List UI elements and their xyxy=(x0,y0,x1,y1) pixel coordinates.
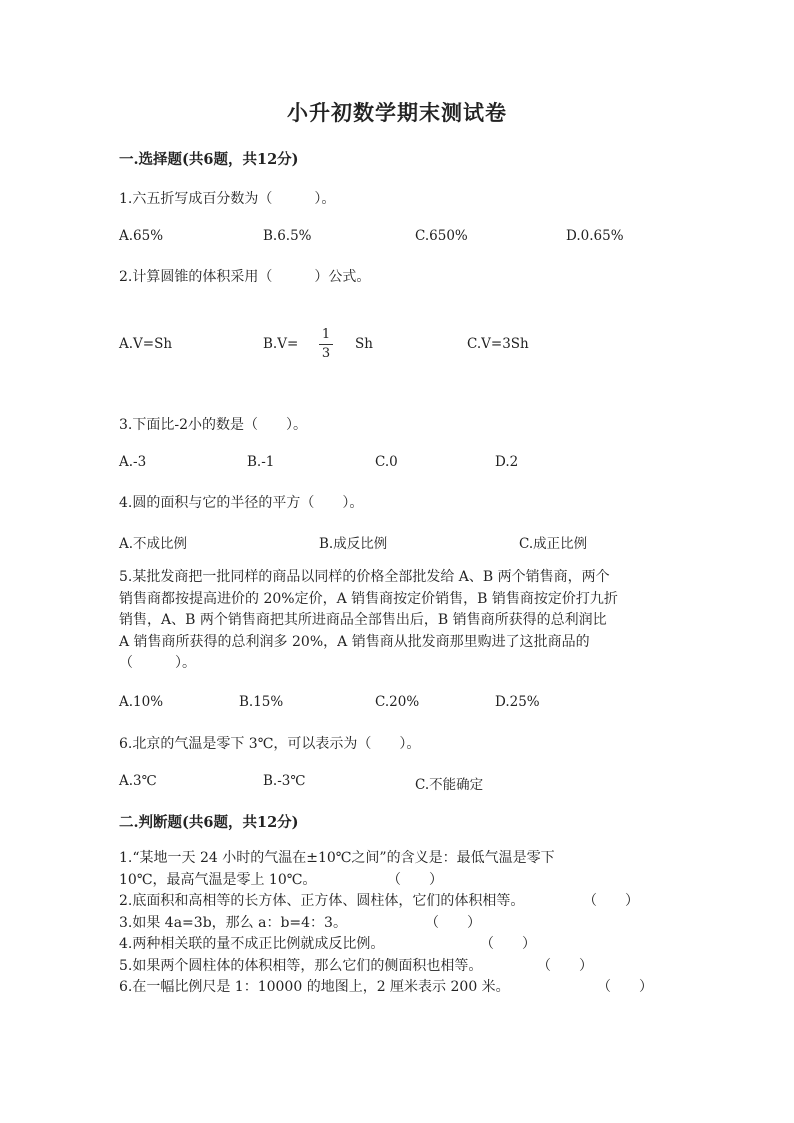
answer-bracket[interactable]: （ ） xyxy=(480,936,536,952)
q3-option-c: C.0 xyxy=(375,454,398,470)
q5-option-d: D.25% xyxy=(495,694,540,710)
question-5-line: A 销售商所获得的总利润多 20%，A 销售商从批发商那里购进了这批商品的 xyxy=(119,633,590,650)
judge-item-1-text: 10℃，最高气温是零上 10℃。 xyxy=(119,871,317,888)
q1-option-a: A.65% xyxy=(119,228,164,244)
q2-option-b-suffix: Sh xyxy=(355,336,373,352)
judge-item-1-line-1: 1.“某地一天 24 小时的气温在±10℃之间”的含义是：最低气温是零下 xyxy=(119,850,555,866)
q4-option-c: C.成正比例 xyxy=(519,536,588,552)
judge-item-6 xyxy=(119,977,699,999)
question-5-line: 销售，A、B 两个销售商把其所进商品全部售出后，B 销售商所获得的总利润比 xyxy=(119,612,607,628)
answer-bracket[interactable]: （ ） xyxy=(583,893,639,909)
question-5-line: 销售商都按提高进价的 20%定价，A 销售商按定价销售，B 销售商按定价打九折 xyxy=(119,590,618,607)
question-2: 2.计算圆锥的体积采用（ ）公式。 xyxy=(119,269,371,285)
fraction-denominator: 3 xyxy=(321,346,331,361)
q1-option-d: D.0.65% xyxy=(566,228,624,244)
judge-item-4-text: 4.两种相关联的量不成正比例就成反比例。 xyxy=(119,936,385,952)
q3-option-a: A.-3 xyxy=(119,454,147,470)
q6-option-c: C.不能确定 xyxy=(415,777,484,793)
question-5-line: 5.某批发商把一批同样的商品以同样的价格全部批发给 A、B 两个销售商，两个 xyxy=(119,569,610,585)
answer-bracket[interactable]: （ ） xyxy=(387,871,443,888)
q2-option-a: A.V=Sh xyxy=(119,336,173,352)
answer-bracket[interactable]: （ ） xyxy=(597,979,653,995)
q6-option-a: A.3℃ xyxy=(119,773,157,789)
judge-item-3-text: 3.如果 4a=3b，那么 a：b=4：3。 xyxy=(119,914,347,931)
q1-option-b: B.6.5% xyxy=(263,228,312,244)
q5-option-c: C.20% xyxy=(375,694,420,710)
section-heading-judge: 二.判断题(共6题，共12分) xyxy=(119,814,299,831)
answer-bracket[interactable]: （ ） xyxy=(537,957,593,974)
judge-item-2 xyxy=(119,891,699,913)
question-5-line: （ ）。 xyxy=(119,655,196,671)
q5-option-a: A.10% xyxy=(119,694,164,710)
page-title: 小升初数学期末测试卷 xyxy=(287,100,507,125)
q2-option-c: C.V=3Sh xyxy=(467,336,529,352)
judge-item-6-text: 6.在一幅比例尺是 1：10000 的地图上，2 厘米表示 200 米。 xyxy=(119,979,510,995)
answer-bracket[interactable]: （ ） xyxy=(425,914,481,931)
question-6: 6.北京的气温是零下 3℃，可以表示为（ ）。 xyxy=(119,736,421,752)
judge-item-5-text: 5.如果两个圆柱体的体积相等，那么它们的侧面积也相等。 xyxy=(119,957,483,974)
q4-option-b: B.成反比例 xyxy=(319,536,388,552)
q3-option-d: D.2 xyxy=(495,454,519,470)
question-5 xyxy=(119,567,679,675)
q1-option-c: C.650% xyxy=(415,228,468,244)
q3-option-b: B.-1 xyxy=(247,454,275,470)
q6-option-b: B.-3℃ xyxy=(263,773,306,789)
fraction-bar xyxy=(319,344,333,345)
judge-questions xyxy=(119,848,699,999)
question-4: 4.圆的面积与它的半径的平方（ ）。 xyxy=(119,495,364,511)
fraction-one-third xyxy=(319,327,333,362)
judge-item-4 xyxy=(119,934,699,956)
question-1: 1.六五折写成百分数为（ ）。 xyxy=(119,191,336,207)
judge-item-1-line-2 xyxy=(119,870,699,892)
question-3: 3.下面比-2小的数是（ ）。 xyxy=(119,417,307,433)
q5-option-b: B.15% xyxy=(239,694,284,710)
q4-option-a: A.不成比例 xyxy=(119,536,188,552)
q2-option-b-prefix: B.V= xyxy=(263,336,299,352)
section-heading-choice: 一.选择题(共6题，共12分) xyxy=(119,151,299,168)
judge-item-3 xyxy=(119,913,699,935)
judge-item-2-text: 2.底面积和高相等的长方体、正方体、圆柱体，它们的体积相等。 xyxy=(119,893,525,909)
judge-item-5 xyxy=(119,956,699,978)
fraction-numerator: 1 xyxy=(321,327,331,342)
